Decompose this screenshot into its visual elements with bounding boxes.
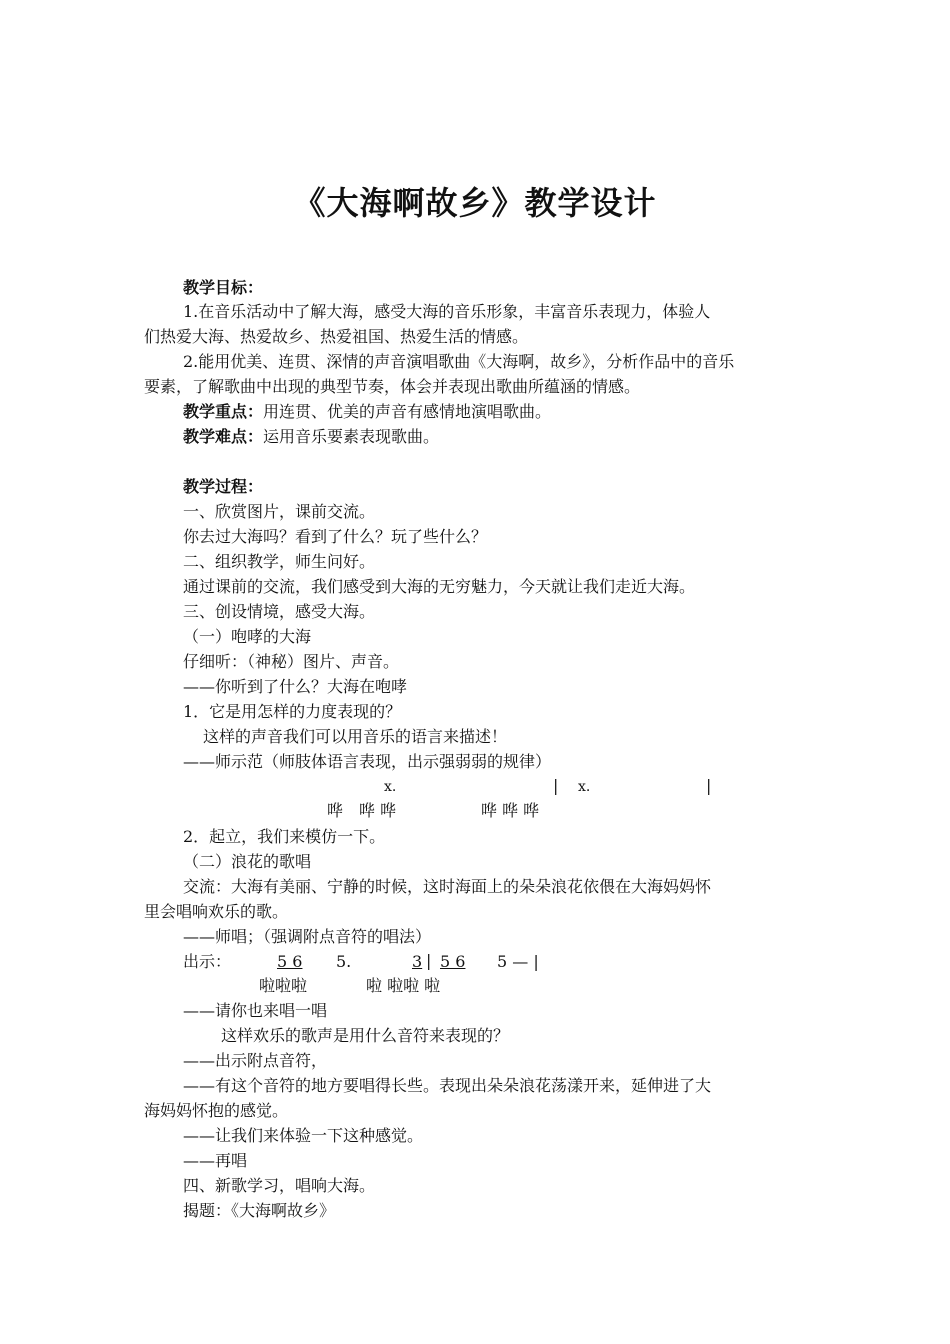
key-point-label: 教学重点： bbox=[183, 402, 264, 421]
rhythm-1-lyrics-b: 哗 哗 哗 bbox=[481, 801, 540, 820]
demo-line: ——师示范（师肢体语言表现，出示强弱弱的规律） bbox=[183, 752, 552, 771]
notation-5-dot: 5. bbox=[336, 952, 352, 971]
listen-line: 仔细听：（神秘）图片、声音。 bbox=[183, 652, 400, 671]
rhythm-1-note-a: x. bbox=[384, 779, 397, 795]
goal-1-line-2: 们热爱大海、热爱故乡、热爱祖国、热爱生活的情感。 bbox=[144, 327, 529, 346]
difficulty-label: 教学难点： bbox=[183, 427, 264, 446]
goal-2-line-1: 2.能用优美、连贯、深情的声音演唱歌曲《大海啊，故乡》，分析作品中的音乐 bbox=[183, 352, 735, 371]
section-2-text: 通过课前的交流，我们感受到大海的无穷魅力，今天就让我们走近大海。 bbox=[183, 577, 696, 596]
topic-line: 揭题：《大海啊故乡》 bbox=[183, 1201, 336, 1220]
question-1: 1．它是用怎样的力度表现的？ bbox=[183, 702, 402, 721]
key-point-text: 用连贯、优美的声音有感情地演唱歌曲。 bbox=[263, 402, 552, 421]
key-point bbox=[183, 400, 551, 424]
notation-5-6-b: 5 6 bbox=[440, 952, 466, 971]
notation-5-6-a: 5 6 bbox=[277, 952, 303, 971]
section-1: 一、欣赏图片，课前交流。 bbox=[183, 502, 376, 521]
notation-5-end: 5 — | bbox=[497, 952, 539, 971]
what-note-line: 这样欢乐的歌声是用什么音符来表现的？ bbox=[221, 1026, 510, 1045]
goals-heading: 教学目标： bbox=[183, 278, 264, 297]
experience-line: ——让我们来体验一下这种感觉。 bbox=[183, 1126, 424, 1145]
heard-line: ——你听到了什么？大海在咆哮 bbox=[183, 677, 408, 696]
page-title: 《大海啊故乡》教学设计 bbox=[293, 184, 657, 222]
notation-3: 3 bbox=[412, 952, 423, 971]
dotted-note-line: ——出示附点音符， bbox=[183, 1051, 328, 1070]
sing-again-line: ——再唱 bbox=[183, 1151, 248, 1170]
exchange-line-1: 交流：大海有美丽、宁静的时候，这时海面上的朵朵浪花依偎在大海妈妈怀 bbox=[183, 877, 712, 896]
section-1-question: 你去过大海吗？看到了什么？玩了些什么？ bbox=[183, 527, 488, 546]
rhythm-1-note-b: x. bbox=[578, 779, 591, 795]
process-heading: 教学过程： bbox=[183, 477, 264, 496]
goal-1-line-1: 1.在音乐活动中了解大海，感受大海的音乐形象，丰富音乐表现力，体验人 bbox=[183, 302, 711, 321]
rhythm-1-bar-2: | bbox=[706, 776, 712, 795]
rhythm-1-bar-1: | bbox=[553, 776, 559, 795]
show-label: 出示： bbox=[183, 952, 232, 971]
section-2: 二、组织教学，师生问好。 bbox=[183, 552, 376, 571]
lyrics-2-b: 啦 啦啦 啦 bbox=[366, 976, 441, 995]
rhythm-1-lyrics-a: 哗 哗 哗 bbox=[327, 801, 397, 820]
section-3: 三、创设情境，感受大海。 bbox=[183, 602, 376, 621]
teacher-sing-line: ——师唱；（强调附点音符的唱法） bbox=[183, 927, 432, 946]
long-line-2: 海妈妈怀抱的感觉。 bbox=[144, 1101, 289, 1120]
you-sing-line: ——请你也来唱一唱 bbox=[183, 1001, 328, 1020]
section-3-1: （一）咆哮的大海 bbox=[183, 627, 312, 646]
difficulty bbox=[183, 425, 439, 449]
section-3-2: （二）浪花的歌唱 bbox=[183, 852, 312, 871]
exchange-line-2: 里会唱响欢乐的歌。 bbox=[144, 902, 289, 921]
describe-line: 这样的声音我们可以用音乐的语言来描述！ bbox=[203, 727, 508, 746]
difficulty-text: 运用音乐要素表现歌曲。 bbox=[263, 427, 440, 446]
lyrics-2-a: 啦啦啦 bbox=[259, 976, 308, 995]
long-line-1: ——有这个音符的地方要唱得长些。表现出朵朵浪花荡漾开来，延伸进了大 bbox=[183, 1076, 712, 1095]
notation-bar: | bbox=[426, 951, 432, 970]
goal-2-line-2: 要素，了解歌曲中出现的典型节奏，体会并表现出歌曲所蕴涵的情感。 bbox=[144, 377, 641, 396]
section-4: 四、新歌学习，唱响大海。 bbox=[183, 1176, 376, 1195]
question-2: 2．起立，我们来模仿一下。 bbox=[183, 827, 386, 846]
